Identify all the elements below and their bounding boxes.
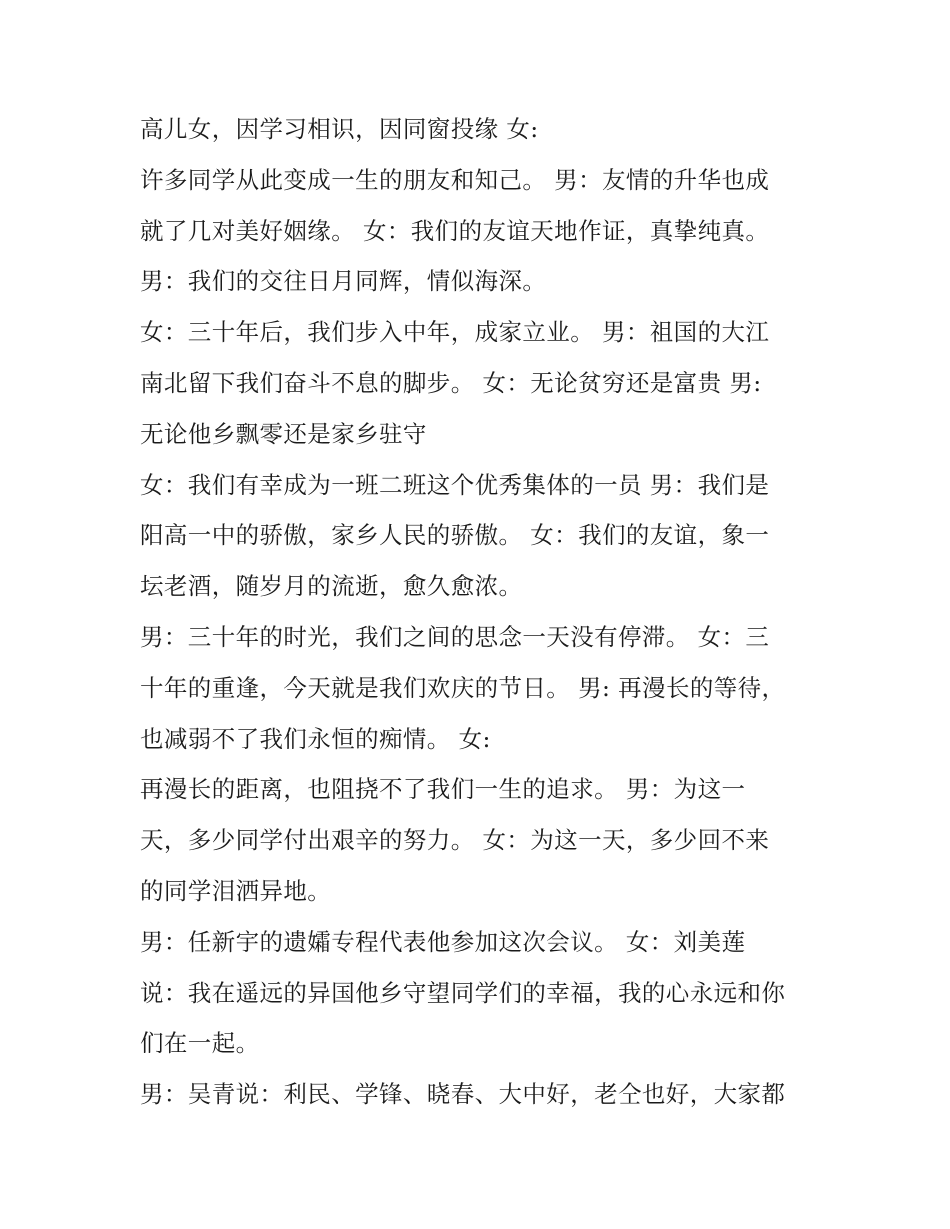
text-line: 许多同学从此变成一生的朋友和知己。 男：友情的升华也成 xyxy=(140,165,770,194)
text-line: 十年的重逢，今天就是我们欢庆的节日。 男: 再漫长的等待， xyxy=(140,673,786,702)
text-line: 男：吴青说：利民、学锋、晓春、大中好，老仝也好，大家都 xyxy=(140,1080,786,1109)
text-line: 男：我们的交往日月同辉，情似海深。 xyxy=(140,267,547,296)
text-line: 南北留下我们奋斗不息的脚步。 女：无论贫穷还是富贵 男: xyxy=(140,368,762,397)
text-line: 无论他乡飘零还是家乡驻守 xyxy=(140,419,427,448)
text-line: 高儿女，因学习相识，因同窗投缘 女: xyxy=(140,115,539,143)
text-line: 坛老酒，随岁月的流逝，愈久愈浓。 xyxy=(140,572,523,601)
text-line: 天，多少同学付出艰辛的努力。 女：为这一天，多少回不来 xyxy=(140,826,770,855)
text-line: 女：三十年后，我们步入中年，成家立业。 男：祖国的大江 xyxy=(140,318,770,347)
text-line: 阳高一中的骄傲，家乡人民的骄傲。 女：我们的友谊，象一 xyxy=(140,521,770,550)
text-line: 男：任新宇的遗孀专程代表他参加这次会议。 女：刘美莲 xyxy=(140,927,746,956)
text-line: 就了几对美好姻缘。 女：我们的友谊天地作证，真挚纯真。 xyxy=(140,216,770,245)
text-line: 说：我在遥远的异国他乡守望同学们的幸福，我的心永远和你 xyxy=(140,978,786,1007)
text-line: 们在一起。 xyxy=(140,1029,260,1058)
text-line: 女：我们有幸成为一班二班这个优秀集体的一员 男：我们是 xyxy=(140,470,770,499)
document-text xyxy=(140,104,840,1120)
text-line: 也减弱不了我们永恒的痴情。 女: xyxy=(140,724,491,753)
text-line: 男：三十年的时光，我们之间的思念一天没有停滞。 女：三 xyxy=(140,622,770,651)
text-line: 再漫长的距离，也阻挠不了我们一生的追求。 男：为这一 xyxy=(140,775,746,804)
text-line: 的同学泪洒异地。 xyxy=(140,876,332,905)
